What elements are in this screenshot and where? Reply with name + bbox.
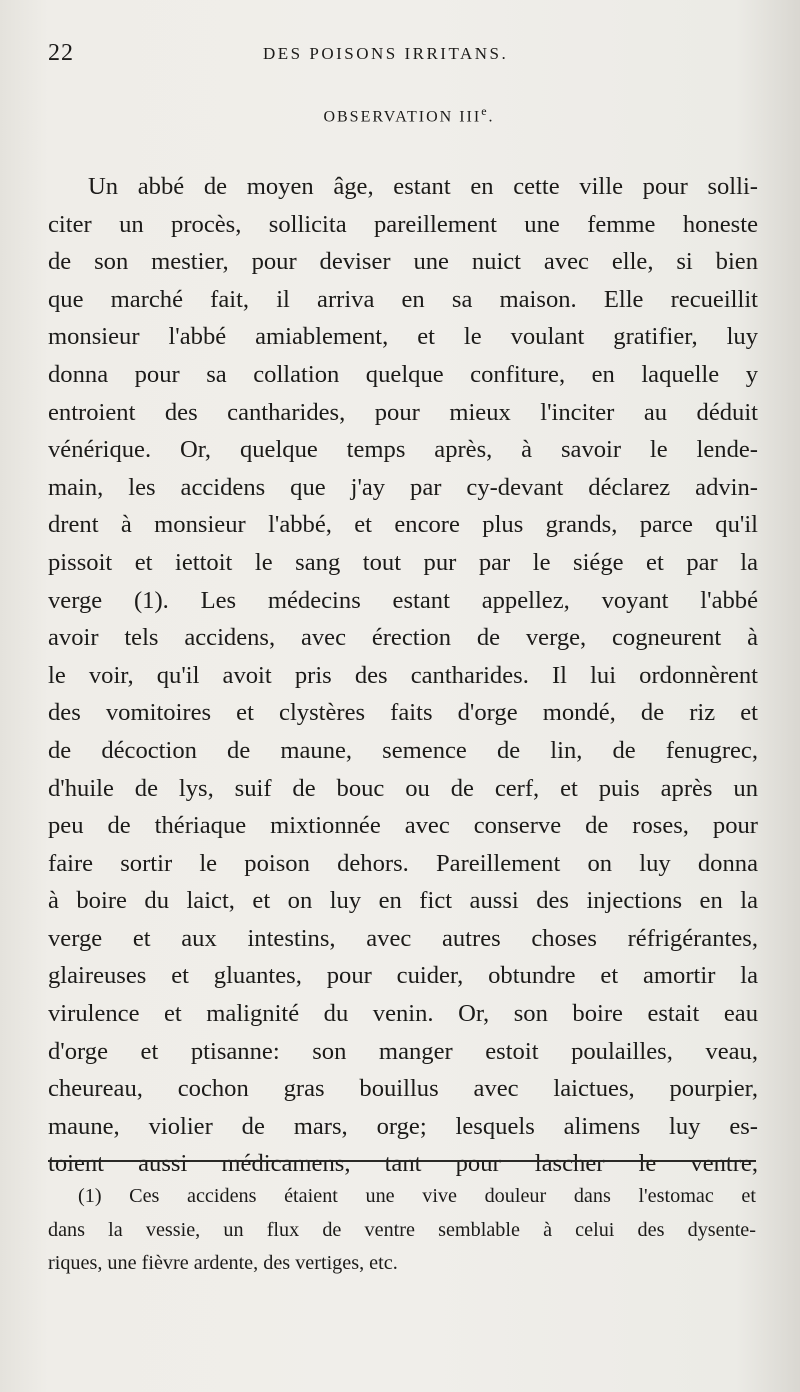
body-line: monsieur l'abbé amiablement, et le voulant gratifier, luy — [48, 323, 758, 351]
body-line: cheureau, cochon gras bouillus avec laictues, pourpier, — [48, 1075, 758, 1103]
footnote-divider — [48, 1160, 756, 1162]
observation-title-superscript: e — [481, 104, 489, 118]
observation-title-text: OBSERVATION III — [323, 108, 482, 126]
footnote-line: dans la vessie, un flux de ventre semblable à celui des dysente- — [48, 1218, 756, 1241]
body-line: le voir, qu'il avoit pris des cantharides. Il lui ordonnèrent — [48, 661, 758, 689]
body-line: de son mestier, pour deviser une nuict avec elle, si bien — [48, 248, 758, 276]
body-line: Un abbé de moyen âge, estant en cette ville pour solli- — [88, 173, 758, 200]
page-number: 22 — [48, 40, 74, 66]
body-line: verge et aux intestins, avec autres choses réfrigérantes, — [48, 924, 758, 952]
body-line: drent à monsieur l'abbé, et encore plus grands, parce qu'il — [48, 511, 758, 539]
body-line: avoir tels accidens, avec érection de verge, cogneurent à — [48, 624, 758, 652]
body-line: que marché fait, il arriva en sa maison. Elle recueillit — [48, 285, 758, 313]
body-line: d'orge et ptisanne: son manger estoit poulailles, veau, — [48, 1037, 758, 1065]
body-line: à boire du laict, et on luy en fict aussi des injections en la — [48, 887, 758, 915]
body-line: main, les accidens que j'ay par cy-devant déclarez advin- — [48, 473, 758, 501]
footnote-line: riques, une fièvre ardente, des vertiges, etc. — [48, 1252, 398, 1274]
body-line: vénérique. Or, quelque temps après, à savoir le lende- — [48, 436, 758, 464]
footnote-line: (1) Ces accidens étaient une vive douleur dans l'estomac et — [78, 1185, 756, 1207]
body-line: maune, violier de mars, orge; lesquels alimens luy es- — [48, 1112, 758, 1140]
body-text — [48, 168, 758, 1183]
body-line: virulence et malignité du venin. Or, son boire estait eau — [48, 1000, 758, 1028]
body-line: glaireuses et gluantes, pour cuider, obtundre et amortir la — [48, 962, 758, 990]
body-line: donna pour sa collation quelque confiture, en laquelle y — [48, 360, 758, 388]
observation-title-suffix: . — [488, 108, 495, 126]
observation-title — [0, 104, 800, 126]
body-line: citer un procès, sollicita pareillement une femme honeste — [48, 210, 758, 238]
body-line: verge (1). Les médecins estant appellez, voyant l'abbé — [48, 586, 758, 614]
running-head: DES POISONS IRRITANS. — [263, 44, 509, 63]
body-line: pissoit et iettoit le sang tout pur par le siége et par la — [48, 548, 758, 576]
footnote — [48, 1180, 756, 1281]
body-line: des vomitoires et clystères faits d'orge mondé, de riz et — [48, 699, 758, 727]
body-line: toient aussi médicamens, tant pour lascher le ventre, — [48, 1150, 758, 1178]
page-header — [48, 40, 760, 74]
body-line: peu de thériaque mixtionnée avec conserve de roses, pour — [48, 812, 758, 840]
body-line: d'huile de lys, suif de bouc ou de cerf, et puis après un — [48, 774, 758, 802]
body-line: de décoction de maune, semence de lin, de fenugrec, — [48, 736, 758, 764]
body-line: faire sortir le poison dehors. Pareillement on luy donna — [48, 849, 758, 877]
body-line: entroient des cantharides, pour mieux l'inciter au déduit — [48, 398, 758, 426]
